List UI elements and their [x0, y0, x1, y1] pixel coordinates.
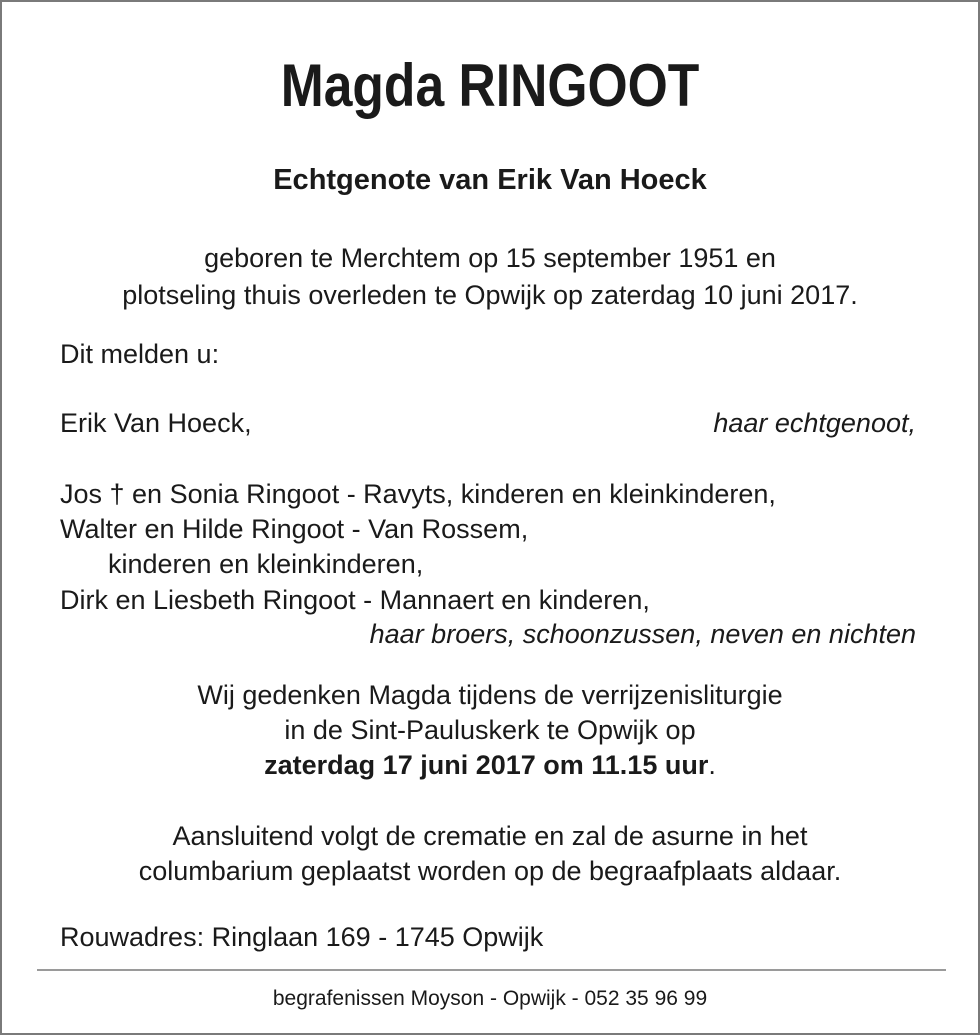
funeral-home-footer: begrafenissen Moyson - Opwijk - 052 35 96 99 — [272, 987, 708, 1010]
family-line-walter: Walter en Hilde Ringoot - Van Rossem, — [60, 514, 529, 544]
service-date: zaterdag 17 juni 2017 om 11.15 uur — [264, 750, 709, 780]
spouse-subtitle: Echtgenote van Erik Van Hoeck — [273, 164, 707, 196]
service-date-line — [2, 749, 978, 781]
service-line-1: Wij gedenken Magda tijdens de verrijzenisliturgie — [197, 680, 783, 710]
family-line-dirk: Dirk en Liesbeth Ringoot - Mannaert en kinderen, — [60, 585, 650, 615]
death-line: plotseling thuis overleden te Opwijk op zaterdag 10 juni 2017. — [122, 280, 858, 310]
family-line-jos: Jos † en Sonia Ringoot - Ravyts, kinderen en kleinkinderen, — [60, 479, 776, 509]
mourning-address: Rouwadres: Ringlaan 169 - 1745 Opwijk — [60, 922, 544, 952]
deceased-name: Magda RINGOOT — [280, 52, 700, 119]
birth-line: geboren te Merchtem op 15 september 1951 en — [204, 243, 776, 273]
service-date-suffix: . — [708, 750, 716, 780]
cremation-line-2: columbarium geplaatst worden op de begraafplaats aldaar. — [138, 856, 842, 886]
service-line-2: in de Sint-Pauluskerk te Opwijk op — [284, 715, 696, 745]
cremation-line-1: Aansluitend volgt de crematie en zal de asurne in het — [172, 821, 808, 851]
family-relation: haar broers, schoonzussen, neven en nichten — [369, 619, 916, 649]
announce-intro: Dit melden u: — [60, 339, 220, 369]
spouse-name: Erik Van Hoeck, — [60, 408, 252, 438]
family-line-walter-children: kinderen en kleinkinderen, — [108, 549, 424, 579]
spouse-relation: haar echtgenoot, — [713, 408, 916, 438]
footer-divider — [37, 969, 946, 971]
